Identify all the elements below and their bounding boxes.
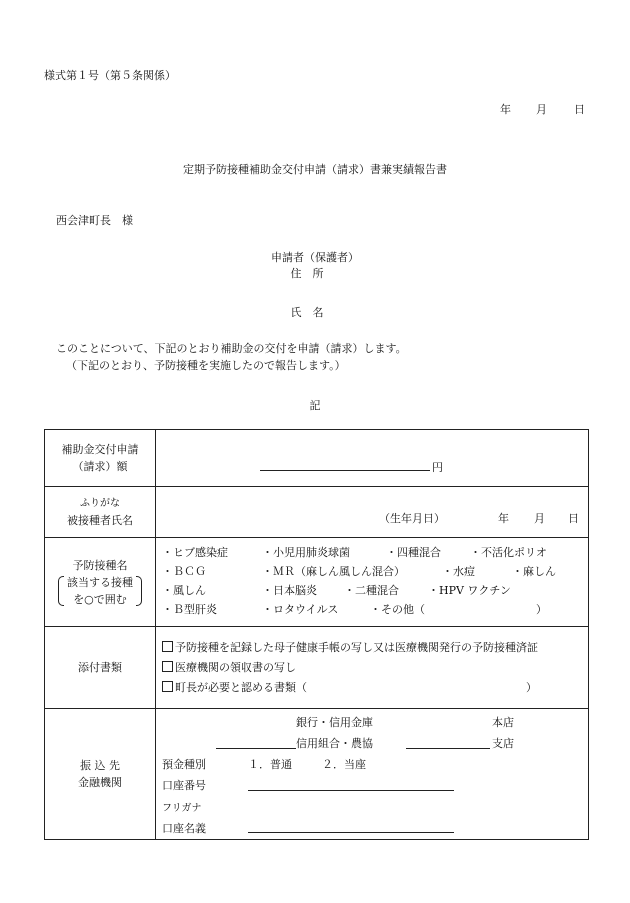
account-type-ordinary[interactable]: １．普通 — [248, 758, 292, 771]
account-number-label: 口座番号 — [162, 779, 206, 792]
bank-name-input-line[interactable] — [216, 748, 296, 749]
bank-label-2: 金融機関 — [78, 776, 122, 789]
attachment-item-label: 町長が必要と認める書類（ — [175, 680, 307, 694]
bank-label-1: 振 込 先 — [80, 759, 120, 772]
recipient-value-cell[interactable] — [156, 487, 589, 538]
branch-name-input-line[interactable] — [406, 748, 490, 749]
amount-unit: 円 — [432, 461, 443, 474]
date-year-label: 年 — [500, 103, 511, 116]
attachment-item[interactable] — [162, 678, 588, 698]
recipient-label-cell — [45, 487, 156, 538]
attachment-item[interactable] — [162, 638, 588, 658]
vaccine-label-cell — [45, 538, 156, 627]
birth-day-label: 日 — [568, 512, 579, 525]
account-name-input-line[interactable] — [248, 832, 454, 833]
application-form-table — [44, 429, 589, 840]
vaccine-row — [45, 538, 589, 627]
attachment-item[interactable] — [162, 658, 588, 678]
attachments-list-cell — [156, 627, 589, 709]
date-month-label: 月 — [536, 103, 547, 116]
branch-option[interactable]: 支店 — [492, 737, 514, 750]
account-type-current[interactable]: ２．当座 — [322, 758, 366, 771]
bank-type-options-1[interactable]: 銀行・信用金庫 — [296, 716, 373, 729]
checkbox-icon[interactable] — [162, 641, 173, 652]
vaccine-option[interactable]: ・四種混合 — [386, 546, 441, 559]
vaccine-option[interactable]: ・水痘 — [442, 565, 475, 578]
vaccine-other-close: ） — [536, 603, 547, 616]
vaccine-option[interactable]: ・風しん — [162, 584, 206, 597]
amount-label-cell — [45, 430, 156, 487]
statement-line-2: （下記のとおり、予防接種を実施したので報告します。） — [66, 359, 346, 372]
attachments-label-cell — [45, 627, 156, 709]
attachments-label: 添付書類 — [78, 661, 122, 674]
vaccine-options-cell — [156, 538, 589, 627]
bank-label-cell — [45, 709, 156, 840]
amount-label-1: 補助金交付申請 — [61, 443, 139, 456]
addressee: 西会津町長 様 — [56, 214, 133, 227]
vaccine-option[interactable]: ・HPV ワクチン — [428, 584, 511, 597]
vaccine-option[interactable]: ・麻しん — [512, 565, 556, 578]
applicant-name-label: 氏 名 — [290, 306, 324, 319]
recipient-name-label: 被接種者氏名 — [67, 514, 133, 527]
amount-row — [45, 430, 589, 487]
date-day-label: 日 — [574, 103, 585, 116]
bank-row — [45, 709, 589, 840]
attachment-item-label: 医療機関の領収書の写し — [175, 660, 296, 674]
checkbox-icon[interactable] — [162, 681, 173, 692]
vaccine-label: 予防接種名 — [72, 558, 128, 572]
amount-input-line[interactable] — [260, 470, 430, 471]
vaccine-option[interactable]: ・ヒブ感染症 — [162, 546, 228, 559]
applicant-address-label: 住 所 — [290, 267, 324, 280]
vaccine-option-other[interactable]: ・その他（ — [370, 603, 425, 616]
vaccine-option[interactable]: ・Ｂ型肝炎 — [162, 603, 217, 616]
vaccine-option[interactable]: ・ＢＣＧ — [162, 565, 206, 578]
vaccine-option[interactable]: ・小児用肺炎球菌 — [262, 546, 350, 559]
account-number-input-line[interactable] — [248, 790, 454, 791]
document-title: 定期予防接種補助金交付申請（請求）書兼実績報告書 — [183, 163, 447, 176]
application-date — [500, 101, 585, 117]
vaccine-option[interactable]: ・不活化ポリオ — [470, 546, 547, 559]
birthdate-label: （生年月日） — [379, 512, 445, 525]
furigana-label: ふりがな — [80, 498, 120, 509]
ki-heading: 記 — [309, 399, 321, 412]
amount-value-cell[interactable] — [156, 430, 589, 487]
birth-month-label: 月 — [534, 512, 545, 525]
attachment-other-close: ） — [526, 680, 537, 694]
furigana-name-label: フリガナ — [162, 803, 202, 814]
checkbox-icon[interactable] — [162, 661, 173, 672]
vaccine-option[interactable]: ・ロタウイルス — [262, 603, 339, 616]
vaccine-option[interactable]: ・ＭＲ（麻しん風しん混合） — [262, 565, 405, 578]
head-office-option[interactable]: 本店 — [492, 716, 514, 729]
amount-label-2: （請求）額 — [72, 460, 128, 473]
vaccine-option[interactable]: ・日本脳炎 — [262, 584, 317, 597]
bank-type-options-2[interactable]: 信用組合・農協 — [296, 737, 373, 750]
birthdate-fields[interactable] — [498, 510, 579, 526]
account-type-label: 預金種別 — [162, 758, 206, 771]
form-number: 様式第１号（第５条関係） — [44, 69, 176, 82]
applicant-label: 申請者（保護者） — [271, 251, 359, 264]
vaccine-instruction — [61, 574, 139, 608]
recipient-name-row — [45, 487, 589, 538]
attachment-item-label: 予防接種を記録した母子健康手帳の写し又は医療機関発行の予防接種済証 — [175, 640, 538, 654]
applicant-block — [0, 250, 630, 282]
vaccine-instruction-1: 該当する接種 — [67, 575, 133, 589]
attachments-row — [45, 627, 589, 709]
statement-line-1: このことについて、下記のとおり補助金の交付を申請（請求）します。 — [56, 342, 407, 355]
account-name-label: 口座名義 — [162, 822, 206, 835]
vaccine-instruction-2: を○で囲む — [73, 592, 127, 606]
birth-year-label: 年 — [498, 512, 509, 525]
bank-details-cell — [156, 709, 589, 840]
vaccine-option[interactable]: ・二種混合 — [344, 584, 399, 597]
